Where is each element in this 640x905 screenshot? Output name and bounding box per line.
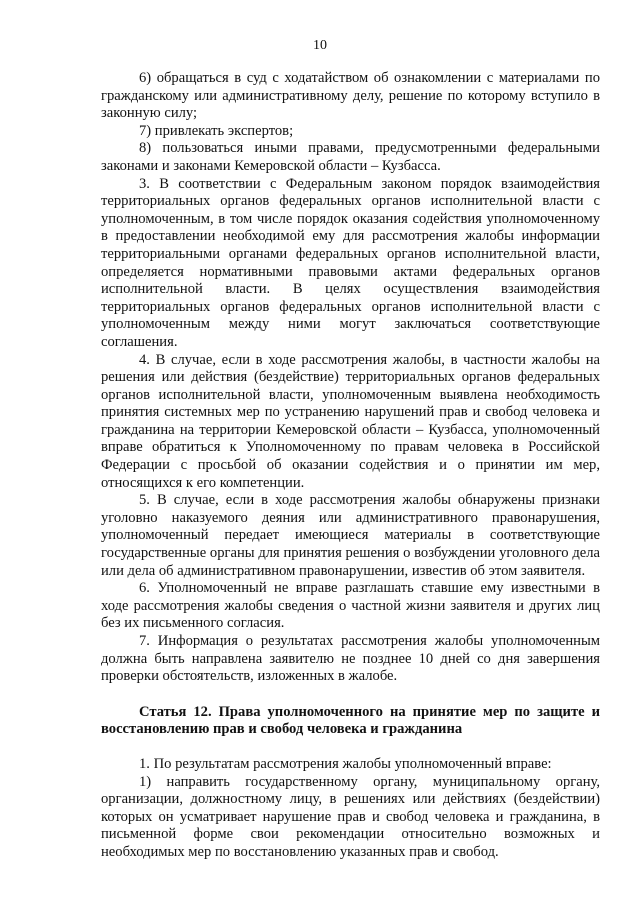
paragraph-item-7: 7) привлекать экспертов;: [139, 122, 294, 139]
paragraph-point-6: 6. Уполномоченный не вправе разглашать ставшие ему известными в ходе рассмотрения жалобы сведения о частной жизни заявителя и других лиц без их письменного согласия.: [101, 580, 600, 632]
article-heading: Статья 12. Права уполномоченного на принятие мер по защите и восстановлению прав и свобод человека и гражданина: [101, 703, 600, 738]
paragraph-point-4: 4. В случае, если в ходе рассмотрения жалобы, в частности жалобы на решения или действия (бездействие) территориальных органов федеральных органов исполнительной власти, уполномоченным выявлена необходимость принятия системных мер по устранению нарушений прав и свобод человека и гражданина на территории Кемеровской области – Кузбасса, уполномоченный вправе обратиться к Уполномоченному по правам человека в Российской Федерации с просьбой об оказании содействия и о принятии им мер, относящихся к его компетенции.: [101, 351, 600, 491]
page-number: 10: [313, 38, 327, 53]
paragraph-point-5: 5. В случае, если в ходе рассмотрения жалобы обнаружены признаки уголовно наказуемого деяния или административного правонарушения, уполномоченный передает имеющиеся материалы в соответствующие государственные органы для принятия решения о возбуждении уголовного дела или дела об административном правонарушении, известив об этом заявителя.: [101, 492, 600, 579]
document-body: [101, 70, 600, 862]
paragraph-item-6: 6) обращаться в суд с ходатайством об ознакомлении с материалами по гражданскому или административному делу, решение по которому вступило в законную силу;: [101, 70, 600, 122]
paragraph-point-7: 7. Информация о результатах рассмотрения жалобы уполномоченным должна быть направлена заявителю не позднее 10 дней со дня завершения проверки обстоятельств, изложенных в жалобе.: [101, 633, 600, 685]
heading-spacer: [101, 739, 600, 756]
paragraph-item-8: 8) пользоваться иными правами, предусмотренными федеральными законами и законами Кемеровской области – Кузбасса.: [101, 140, 600, 174]
paragraph-point-3: 3. В соответствии с Федеральным законом порядок взаимодействия территориальных органов федеральных органов исполнительной власти с уполномоченным, в том числе порядок оказания содействия уполномоченному в предоставлении необходимой ему для рассмотрения жалобы информации территориальными органами федеральных органов исполнительной власти, определяется нормативными правовыми актами федеральных органов исполнительной власти. В целях осуществления взаимодействия территориальных органов федеральных органов исполнительной власти с уполномоченным между ними могут заключаться соответствующие соглашения.: [101, 175, 600, 350]
paragraph-article-subpoint-1: 1) направить государственному органу, муниципальному органу, организации, должностному лицу, в решениях или действиях (бездействии) которых он усматривает нарушение прав и свобод человека и гражданина, в письменной форме свои рекомендации относительно возможных и необходимых мер по восстановлению указанных прав и свобод.: [101, 773, 600, 860]
section-spacer: [101, 686, 600, 704]
paragraph-article-point-1: 1. По результатам рассмотрения жалобы уполномоченный вправе:: [139, 755, 552, 772]
